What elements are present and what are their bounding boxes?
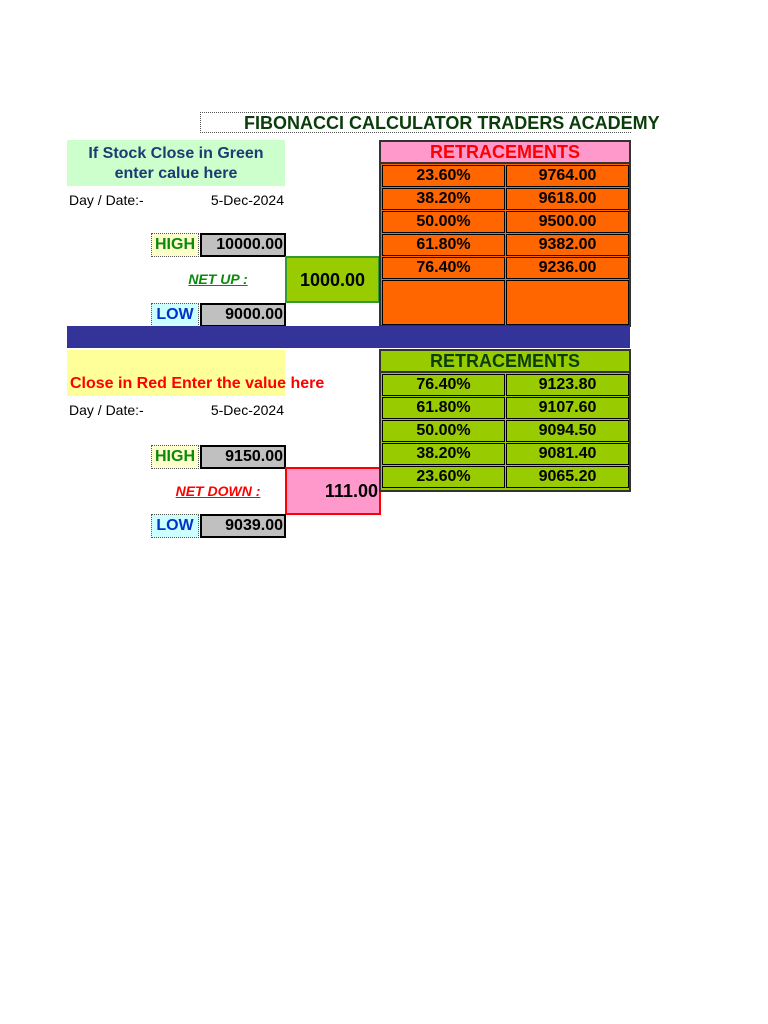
down-retracements-title: RETRACEMENTS: [381, 351, 629, 373]
empty-cell: [506, 280, 629, 325]
retracement-value-cell: 9081.40: [506, 443, 629, 465]
low-label: LOW: [151, 303, 199, 327]
retracement-pct-cell: 76.40%: [382, 257, 505, 279]
high-input-cell[interactable]: 9150.00: [200, 445, 286, 469]
retracement-value-cell: 9236.00: [506, 257, 629, 279]
retracement-value-cell: 9123.80: [506, 374, 629, 396]
net-up-label: NET UP :: [188, 271, 248, 287]
down-retracements-table: [379, 349, 631, 492]
net-down-label: NET DOWN :: [175, 483, 261, 499]
high-input-cell[interactable]: 10000.00: [200, 233, 286, 257]
retracement-pct-cell: 50.00%: [382, 420, 505, 442]
retracement-value-cell: 9382.00: [506, 234, 629, 256]
net-down-value: 111.00: [285, 467, 381, 515]
date-label: Day / Date:-: [69, 192, 144, 208]
retracement-value-cell: 9094.50: [506, 420, 629, 442]
retracement-value-cell: 9500.00: [506, 211, 629, 233]
retracement-pct-cell: 50.00%: [382, 211, 505, 233]
retracement-value-cell: 9107.60: [506, 397, 629, 419]
date-value-cell[interactable]: 5-Dec-2024: [210, 402, 284, 418]
retracement-pct-cell: 38.20%: [382, 188, 505, 210]
section-divider-band: [67, 326, 630, 348]
low-input-cell[interactable]: 9000.00: [200, 303, 286, 327]
retracement-pct-cell: 76.40%: [382, 374, 505, 396]
retracement-value-cell: 9065.20: [506, 466, 629, 488]
low-label: LOW: [151, 514, 199, 538]
green-instruction-note: If Stock Close in Green enter calue here: [67, 140, 285, 186]
up-retracements-title: RETRACEMENTS: [381, 142, 629, 164]
retracement-pct-cell: 23.60%: [382, 466, 505, 488]
retracement-pct-cell: 38.20%: [382, 443, 505, 465]
high-label: HIGH: [151, 445, 199, 469]
high-label: HIGH: [151, 233, 199, 257]
empty-cell: [382, 280, 505, 325]
page-title: FIBONACCI CALCULATOR TRADERS ACADEMY: [200, 112, 631, 133]
retracement-value-cell: 9618.00: [506, 188, 629, 210]
date-label: Day / Date:-: [69, 402, 144, 418]
date-value-cell[interactable]: 5-Dec-2024: [210, 192, 284, 208]
retracement-value-cell: 9764.00: [506, 165, 629, 187]
retracement-pct-cell: 23.60%: [382, 165, 505, 187]
up-retracements-table: [379, 140, 631, 327]
red-instruction-note: Close in Red Enter the value here: [70, 375, 325, 392]
net-up-value: 1000.00: [285, 256, 380, 303]
retracement-pct-cell: 61.80%: [382, 234, 505, 256]
retracement-pct-cell: 61.80%: [382, 397, 505, 419]
low-input-cell[interactable]: 9039.00: [200, 514, 286, 538]
